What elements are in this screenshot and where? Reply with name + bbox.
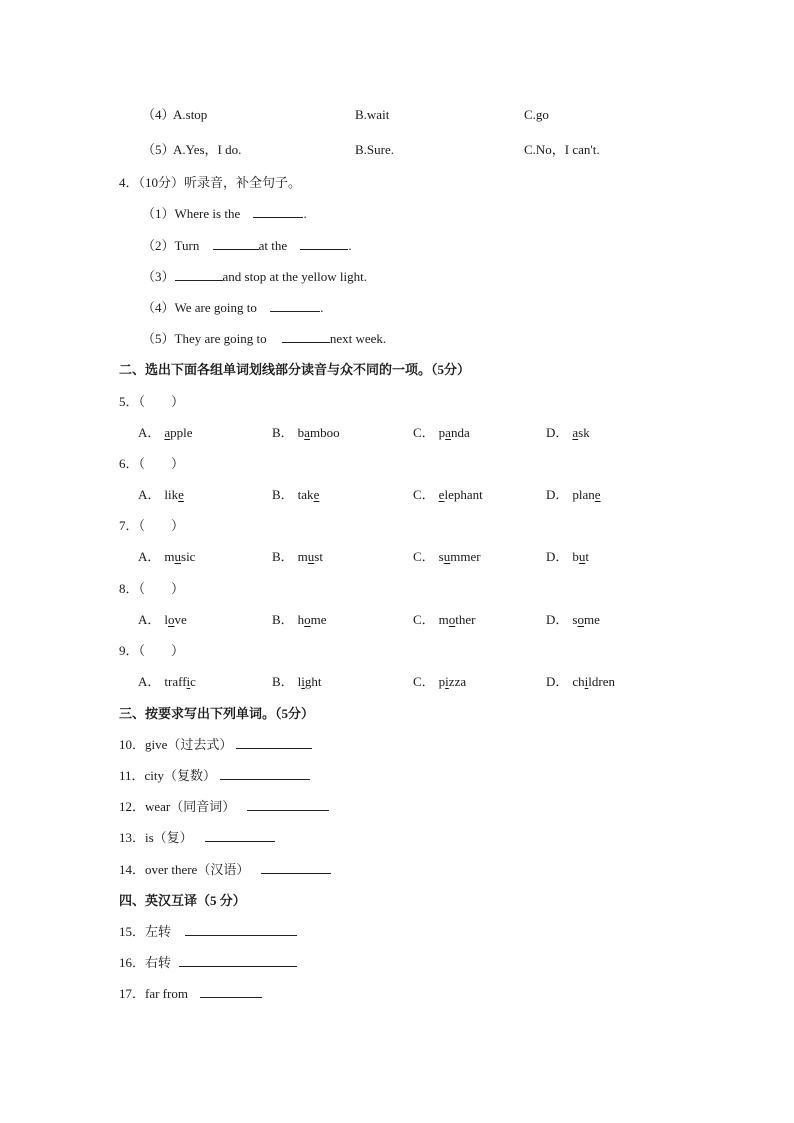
option-label: A． [138, 549, 161, 564]
option-label: B． [272, 487, 294, 502]
underlined-letter: a [304, 425, 310, 440]
word-part: me [310, 612, 327, 627]
item-text: 17．far from [119, 986, 188, 1001]
item-text: at the [258, 238, 288, 253]
word-part: l [297, 674, 302, 689]
question-number: 7．（ ） [119, 518, 185, 533]
option-label: A． [138, 487, 161, 502]
option-label: A． [138, 674, 161, 689]
q4-number: （4） [142, 107, 175, 122]
q5-option-c: C.No，I can't. [524, 142, 600, 157]
word-part: p [438, 425, 446, 440]
section-4-heading: 四、英汉互译（5 分） [119, 893, 246, 908]
option-label: D． [546, 549, 569, 564]
section-3-heading: 三、按要求写出下列单词。（5分） [119, 706, 315, 721]
word-item-11 [119, 767, 310, 785]
underlined-letter: i [584, 674, 589, 689]
q5-option-b: B.Sure. [355, 142, 394, 157]
option-c [413, 548, 481, 566]
word-part: st [314, 549, 323, 564]
item-text: . [320, 300, 324, 315]
answer-blank[interactable] [300, 237, 348, 250]
option-d [546, 611, 600, 629]
option-label: D． [546, 674, 569, 689]
word-part: b [297, 425, 305, 440]
item-number: （5） [142, 331, 175, 346]
word-part: ther [455, 612, 476, 627]
listen-item-4 [142, 299, 323, 317]
word-part: lephant [444, 487, 483, 502]
option-b [272, 486, 319, 504]
item-text: . [303, 206, 307, 221]
option-a [138, 673, 196, 691]
item-number: （1） [142, 206, 175, 221]
answer-blank[interactable] [179, 954, 297, 967]
translate-item-16 [119, 954, 297, 972]
underlined-letter: o [304, 612, 311, 627]
item-text: 11．city（复数） [119, 768, 217, 783]
question-number: 8．（ ） [119, 581, 185, 596]
answer-blank[interactable] [205, 829, 275, 842]
q5-option-a: A.Yes，I do. [173, 142, 242, 157]
underlined-letter: u [174, 549, 182, 564]
option-c [413, 673, 466, 691]
word-part: nda [450, 425, 470, 440]
word-item-12 [119, 798, 329, 816]
option-label: B． [272, 674, 294, 689]
answer-blank[interactable] [270, 299, 320, 312]
item-text: next week. [329, 331, 387, 346]
underlined-letter: a [572, 425, 579, 440]
option-label: C． [413, 674, 435, 689]
answer-blank[interactable] [213, 237, 259, 250]
underlined-letter: e [178, 487, 184, 502]
word-part: mboo [309, 425, 340, 440]
item-text: Where is the [174, 206, 241, 221]
answer-blank[interactable] [220, 767, 310, 780]
word-part: m [164, 549, 175, 564]
answer-blank[interactable] [200, 985, 262, 998]
word-part: l [164, 612, 169, 627]
question-number: 5．（ ） [119, 394, 185, 409]
option-c [413, 611, 476, 629]
answer-blank[interactable] [253, 205, 303, 218]
word-part: p [438, 674, 446, 689]
underlined-letter: i [301, 674, 305, 689]
option-a [138, 424, 193, 442]
word-item-14 [119, 861, 331, 879]
word-part: pple [170, 425, 193, 440]
word-part: s [438, 549, 444, 564]
word-part: b [572, 549, 579, 564]
option-label: C． [413, 549, 435, 564]
option-label: B． [272, 612, 294, 627]
underlined-letter: i [445, 674, 449, 689]
answer-blank[interactable] [247, 798, 329, 811]
option-label: D． [546, 612, 569, 627]
underlined-letter: e [438, 487, 445, 502]
item-text: 14．over there（汉语） [119, 862, 250, 877]
item-text: 10．give（过去式） [119, 737, 233, 752]
underlined-letter: o [577, 612, 584, 627]
underlined-letter: u [307, 549, 315, 564]
option-label: C． [413, 425, 435, 440]
item-text: . [348, 238, 352, 253]
option-b [272, 673, 322, 691]
option-b [272, 611, 327, 629]
word-part: zza [448, 674, 467, 689]
underlined-letter: o [448, 612, 456, 627]
item-number: （2） [142, 238, 175, 253]
item-text: Turn [174, 238, 200, 253]
option-a [138, 548, 195, 566]
listen-heading: 4．（10分）听录音，补全句子。 [119, 175, 302, 190]
word-part: m [438, 612, 449, 627]
item-number: （4） [142, 300, 175, 315]
option-a [138, 486, 184, 504]
underlined-letter: i [186, 674, 191, 689]
option-label: A． [138, 425, 161, 440]
option-label: D． [546, 487, 569, 502]
word-part: me [583, 612, 600, 627]
listen-item-5 [142, 330, 386, 348]
option-label: B． [272, 425, 294, 440]
underlined-letter: u [578, 549, 586, 564]
q5-number: （5） [142, 142, 175, 157]
item-number: （3） [142, 269, 175, 284]
underlined-letter: e [313, 487, 320, 502]
item-text: They are going to [174, 331, 267, 346]
option-label: B． [272, 549, 294, 564]
translate-item-15 [119, 923, 297, 941]
word-part: plan [572, 487, 595, 502]
word-part: sk [578, 425, 590, 440]
word-part: c [190, 674, 196, 689]
question-number: 9．（ ） [119, 643, 185, 658]
word-part: h [297, 612, 305, 627]
word-part: t [585, 549, 590, 564]
word-item-10 [119, 736, 312, 754]
word-part: ve [174, 612, 187, 627]
answer-blank[interactable] [282, 330, 330, 343]
option-d [546, 673, 615, 691]
answer-blank[interactable] [236, 736, 312, 749]
word-part: lik [164, 487, 179, 502]
underlined-letter: e [594, 487, 601, 502]
q4-option-a: A.stop [173, 107, 208, 122]
item-text: and stop at the yellow light. [222, 269, 367, 284]
option-d [546, 548, 589, 566]
underlined-letter: a [164, 425, 171, 440]
word-part: s [572, 612, 578, 627]
answer-blank[interactable] [185, 923, 297, 936]
option-label: A． [138, 612, 161, 627]
word-part: ldren [588, 674, 616, 689]
translate-item-17 [119, 985, 262, 1003]
option-label: C． [413, 612, 435, 627]
option-b [272, 548, 323, 566]
word-part: ch [572, 674, 585, 689]
listen-item-3 [142, 268, 367, 286]
q4-option-b: B.wait [355, 107, 390, 122]
item-text: 13．is（复） [119, 830, 193, 845]
section-2-heading: 二、选出下面各组单词划线部分读音与众不同的一项。（5分） [119, 362, 471, 377]
option-c [413, 424, 470, 442]
word-part: mmer [450, 549, 481, 564]
underlined-letter: u [443, 549, 451, 564]
underlined-letter: a [445, 425, 451, 440]
option-label: D． [546, 425, 569, 440]
question-number: 6．（ ） [119, 456, 185, 471]
word-part: sic [181, 549, 196, 564]
listen-item-1 [142, 205, 307, 223]
word-part: traff [164, 674, 187, 689]
option-b [272, 424, 340, 442]
word-part: m [297, 549, 308, 564]
option-label: C． [413, 487, 435, 502]
answer-blank[interactable] [175, 268, 223, 281]
word-part: tak [297, 487, 314, 502]
listen-item-2 [142, 237, 352, 255]
q4-option-c: C.go [524, 107, 549, 122]
item-text: 12．wear（同音词） [119, 799, 236, 814]
option-a [138, 611, 187, 629]
word-part: ght [304, 674, 322, 689]
option-d [546, 486, 601, 504]
answer-blank[interactable] [261, 861, 331, 874]
underlined-letter: o [168, 612, 175, 627]
option-d [546, 424, 590, 442]
item-text: 15．左转 [119, 924, 172, 939]
item-text: 16．右转 [119, 955, 172, 970]
item-text: We are going to [174, 300, 257, 315]
option-c [413, 486, 483, 504]
word-item-13 [119, 829, 275, 847]
